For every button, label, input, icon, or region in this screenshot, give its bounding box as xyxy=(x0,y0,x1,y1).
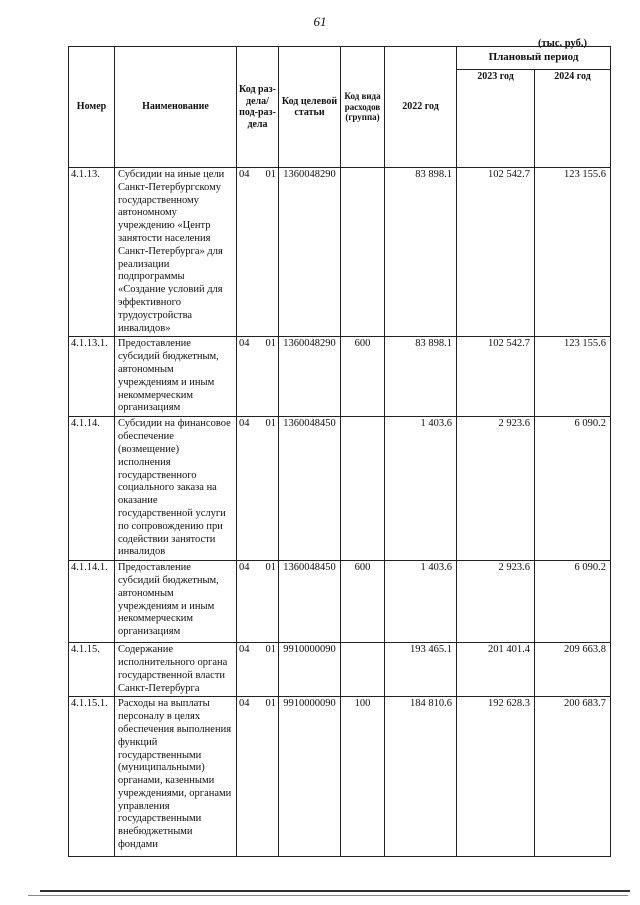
row-expense-type xyxy=(341,417,385,561)
row-target: 9910000090 xyxy=(279,643,341,697)
header-number: Номер xyxy=(69,47,115,168)
row-target: 1360048450 xyxy=(279,417,341,561)
row-2022: 83 898.1 xyxy=(385,168,457,337)
header-name: Наименование xyxy=(115,47,237,168)
row-target: 9910000090 xyxy=(279,697,341,857)
table-row xyxy=(69,697,611,857)
row-number: 4.1.15. xyxy=(69,643,115,697)
row-name: Расходы на выплаты персоналу в целях обеспечения выполнения функций государственными (муниципальными) органами, казенными учреждениями, органами управления государственными внебюджетными фондами xyxy=(115,697,237,857)
subsection-code: 01 xyxy=(265,698,276,710)
row-name: Субсидии на финансовое обеспечение (возмещение) исполнения государственного социального заказа на оказание государственной услуги по сопровождению при содействии занятости инвалидов xyxy=(115,417,237,561)
header-planned-period: Плановый период xyxy=(457,47,611,70)
row-2022: 184 810.6 xyxy=(385,697,457,857)
row-name: Субсидии на иные цели Санкт-Петербургскому государственному автономному учреждению «Центр занятости населения Санкт-Петербурга» для реализации подпрограммы «Создание условий для эффективного трудоустройства инвалидов» xyxy=(115,168,237,337)
row-2024: 209 663.8 xyxy=(535,643,611,697)
header-expense-type: Код вида расходов (группа) xyxy=(341,47,385,168)
section-code: 04 xyxy=(239,338,250,350)
header-year-2023: 2023 год xyxy=(457,69,535,167)
row-2024: 123 155.6 xyxy=(535,168,611,337)
row-target: 1360048450 xyxy=(279,561,341,643)
row-name: Предоставление субсидий бюджетным, автономным учреждениям и иным некоммерческим организациям xyxy=(115,561,237,643)
section-code: 04 xyxy=(239,562,250,574)
row-2023: 102 542.7 xyxy=(457,168,535,337)
section-code: 04 xyxy=(239,169,250,180)
row-section xyxy=(237,697,279,857)
table-row xyxy=(69,337,611,417)
footer-divider xyxy=(28,895,628,896)
row-expense-type: 600 xyxy=(341,337,385,417)
row-2022: 83 898.1 xyxy=(385,337,457,417)
row-2024: 123 155.6 xyxy=(535,337,611,417)
table-row xyxy=(69,643,611,697)
row-number: 4.1.15.1. xyxy=(69,697,115,857)
row-number: 4.1.13. xyxy=(69,168,115,337)
table-row xyxy=(69,417,611,561)
row-name: Предоставление субсидий бюджетным, автономным учреждениям и иным некоммерческим организациям xyxy=(115,337,237,417)
row-number: 4.1.13.1. xyxy=(69,337,115,417)
subsection-code: 01 xyxy=(265,562,276,574)
row-2024: 6 090.2 xyxy=(535,561,611,643)
row-expense-type xyxy=(341,643,385,697)
header-section: Код раз-дела/ под-раз-дела xyxy=(237,47,279,168)
row-section xyxy=(237,643,279,697)
subsection-code: 01 xyxy=(265,338,276,350)
units-note: (тыс. руб.) xyxy=(538,38,587,49)
page-number: 61 xyxy=(313,14,327,29)
section-code: 04 xyxy=(239,698,250,710)
row-2022: 193 465.1 xyxy=(385,643,457,697)
row-2022: 1 403.6 xyxy=(385,561,457,643)
subsection-code: 01 xyxy=(265,169,276,180)
row-target: 1360048290 xyxy=(279,168,341,337)
row-2023: 2 923.6 xyxy=(457,417,535,561)
row-2023: 102 542.7 xyxy=(457,337,535,417)
row-section xyxy=(237,168,279,337)
row-section xyxy=(237,417,279,561)
section-code: 04 xyxy=(239,644,250,656)
row-expense-type: 600 xyxy=(341,561,385,643)
table-row xyxy=(69,561,611,643)
row-name: Содержание исполнительного органа государственной власти Санкт-Петербурга xyxy=(115,643,237,697)
row-section xyxy=(237,561,279,643)
header-year-2022: 2022 год xyxy=(385,47,457,168)
row-2023: 2 923.6 xyxy=(457,561,535,643)
footer-divider xyxy=(40,890,630,892)
row-section xyxy=(237,337,279,417)
header-year-2024: 2024 год xyxy=(535,69,611,167)
row-number: 4.1.14. xyxy=(69,417,115,561)
subsection-code: 01 xyxy=(265,418,276,430)
subsection-code: 01 xyxy=(265,644,276,656)
row-2023: 192 628.3 xyxy=(457,697,535,857)
row-2022: 1 403.6 xyxy=(385,417,457,561)
budget-table xyxy=(68,46,611,857)
row-expense-type: 100 xyxy=(341,697,385,857)
row-expense-type xyxy=(341,168,385,337)
row-2024: 6 090.2 xyxy=(535,417,611,561)
row-2024: 200 683.7 xyxy=(535,697,611,857)
row-2023: 201 401.4 xyxy=(457,643,535,697)
row-target: 1360048290 xyxy=(279,337,341,417)
section-code: 04 xyxy=(239,418,250,430)
table-row xyxy=(69,168,611,337)
header-target: Код целевой статьи xyxy=(279,47,341,168)
row-number: 4.1.14.1. xyxy=(69,561,115,643)
